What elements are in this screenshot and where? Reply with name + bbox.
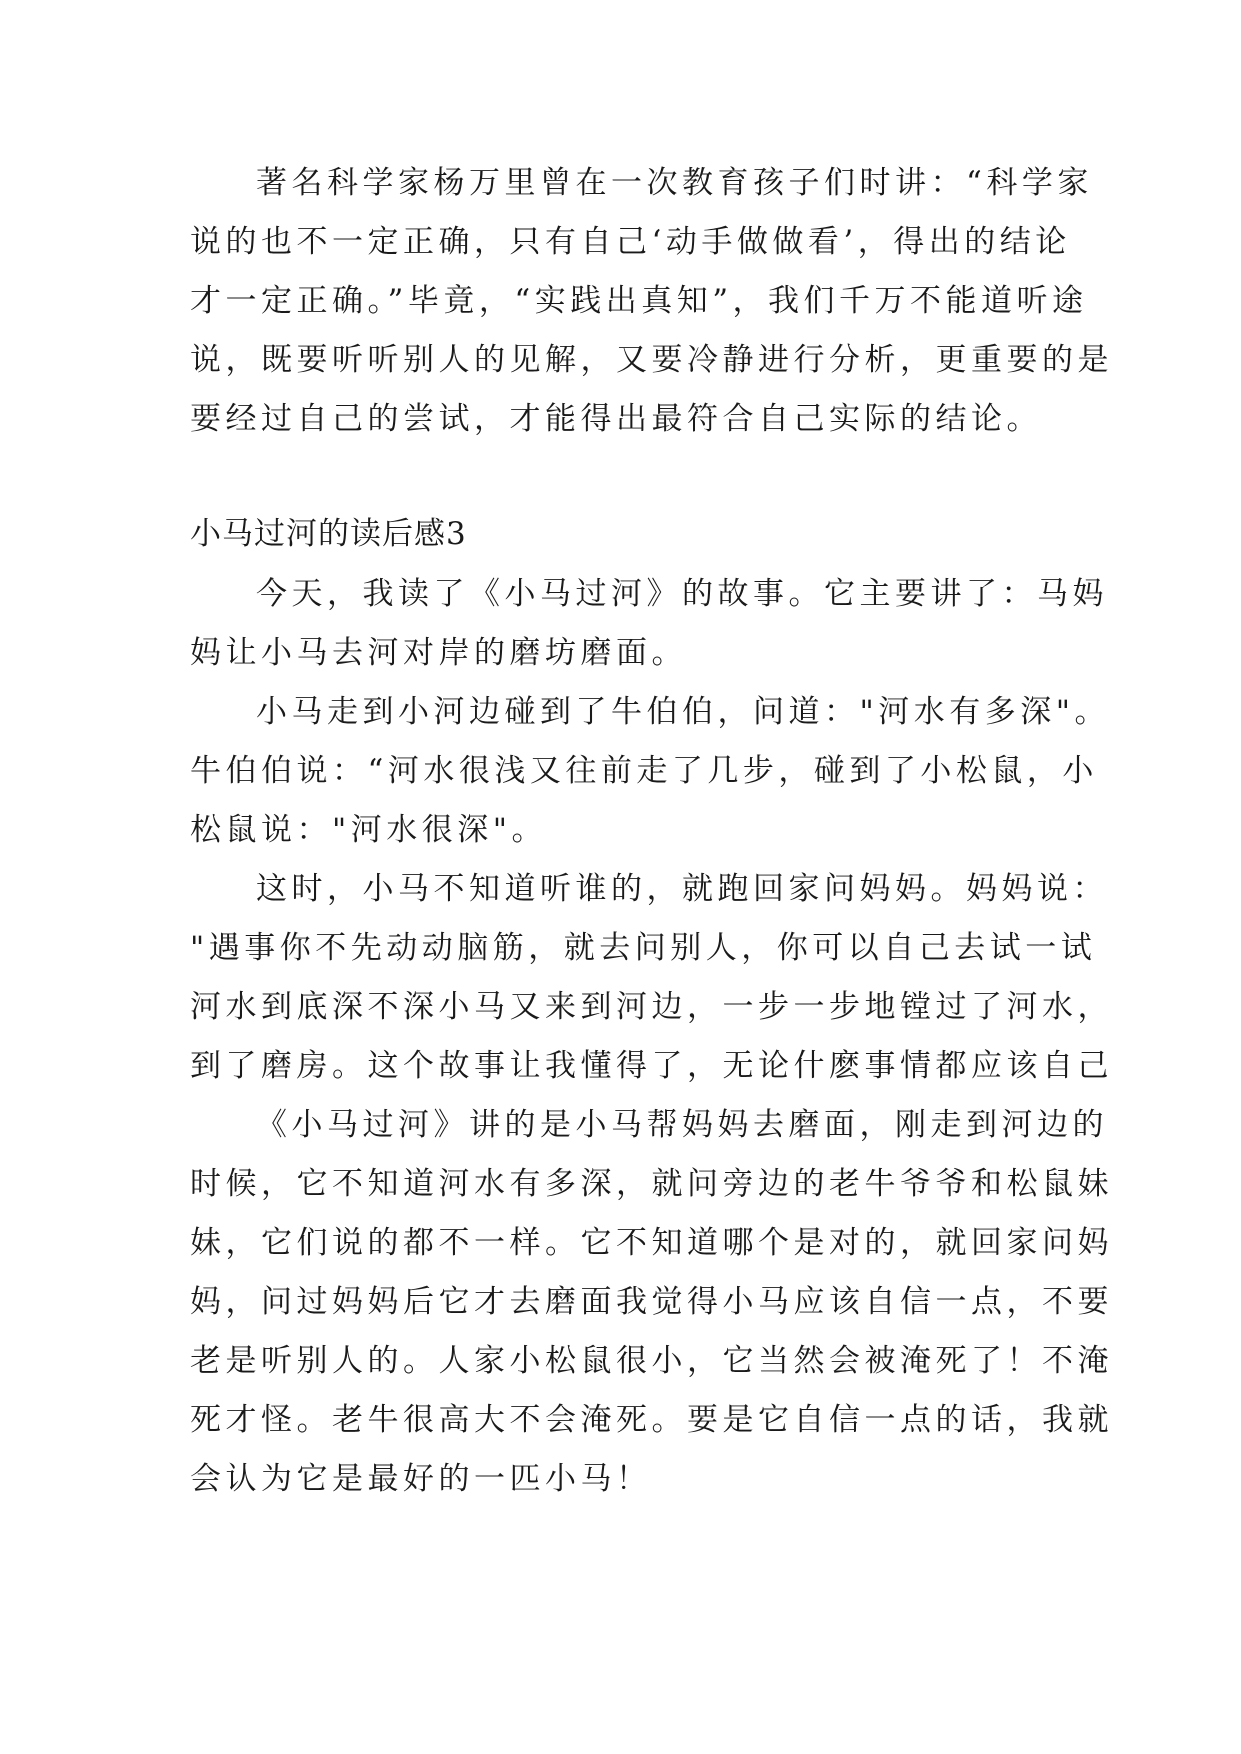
paragraph-line: 才一定正确。”毕竟，“实践出真知”，我们千万不能道听途 bbox=[190, 283, 1088, 319]
paragraph-line: 会认为它是最好的一匹小马！ bbox=[190, 1461, 652, 1497]
paragraph-line: 松鼠说："河水很深"。 bbox=[190, 812, 548, 848]
paragraph-line: 说的也不一定正确，只有自己‘动手做做看’，得出的结论 bbox=[190, 224, 1071, 260]
paragraph-line: 河水到底深不深小马又来到河边，一步一步地镗过了河水， bbox=[190, 989, 1113, 1025]
paragraph-line: 妈让小马去河对岸的磨坊磨面。 bbox=[190, 635, 687, 671]
paragraph-line: 这时，小马不知道听谁的，就跑回家问妈妈。妈妈说： bbox=[256, 871, 1108, 907]
paragraph-line: 死才怪。老牛很高大不会淹死。要是它自信一点的话，我就 bbox=[190, 1402, 1113, 1438]
paragraph-line: 到了磨房。这个故事让我懂得了，无论什麽事情都应该自己 bbox=[190, 1048, 1113, 1084]
paragraph-line: 《小马过河》讲的是小马帮妈妈去磨面，刚走到河边的 bbox=[256, 1107, 1108, 1143]
paragraph-line: "遇事你不先动动脑筋，就去问别人，你可以自己去试一试 bbox=[190, 930, 1097, 966]
paragraph-line: 时候，它不知道河水有多深，就问旁边的老牛爷爷和松鼠妹 bbox=[190, 1166, 1113, 1202]
paragraph-line: 要经过自己的尝试，才能得出最符合自己实际的结论。 bbox=[190, 401, 1042, 437]
paragraph-line: 妈，问过妈妈后它才去磨面我觉得小马应该自信一点，不要 bbox=[190, 1284, 1113, 1320]
paragraph-line: 老是听别人的。人家小松鼠很小，它当然会被淹死了！不淹 bbox=[190, 1343, 1113, 1379]
paragraph-line: 牛伯伯说：“河水很浅又往前走了几步，碰到了小松鼠，小 bbox=[190, 753, 1098, 789]
paragraph-line: 妹，它们说的都不一样。它不知道哪个是对的，就回家问妈 bbox=[190, 1225, 1113, 1261]
paragraph-line: 说，既要听听别人的见解，又要冷静进行分析，更重要的是 bbox=[190, 342, 1113, 378]
paragraph-line: 今天，我读了《小马过河》的故事。它主要讲了：马妈 bbox=[256, 576, 1108, 612]
paragraph-line: 著名科学家杨万里曾在一次教育孩子们时讲：“科学家 bbox=[256, 165, 1093, 201]
section-title: 小马过河的读后感3 bbox=[190, 516, 467, 552]
paragraph-line: 小马走到小河边碰到了牛伯伯，问道："河水有多深"。 bbox=[256, 694, 1111, 730]
